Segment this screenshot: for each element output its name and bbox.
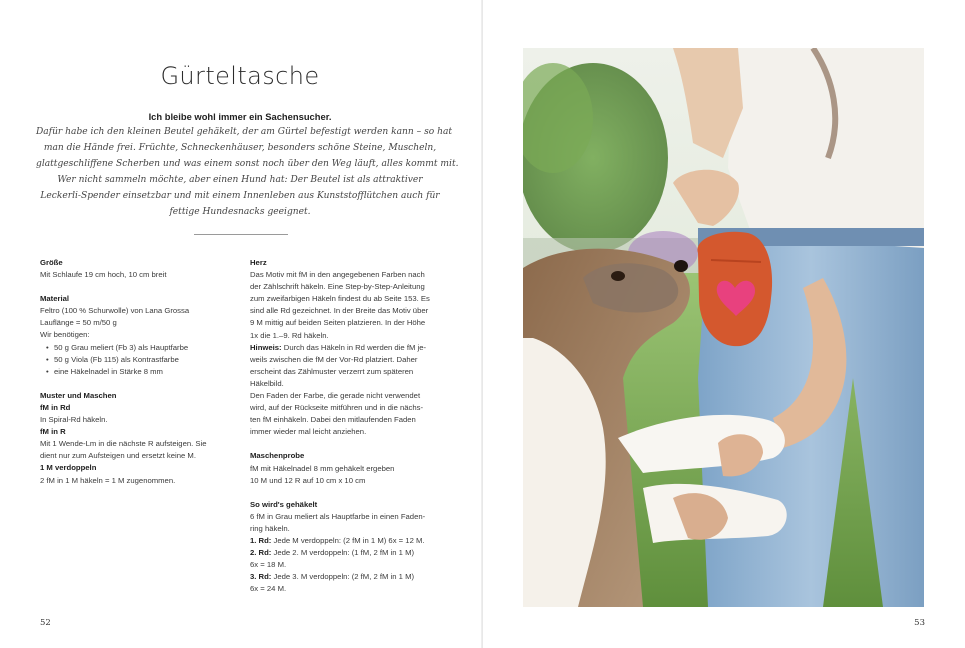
text-line: wird, auf der Rückseite mitführen und in die nächs- xyxy=(250,403,424,413)
page-number-left: 52 xyxy=(40,618,51,628)
text-line: weils zwischen die fM der Vor-Rd platziert. Daher xyxy=(250,354,418,364)
round-3-line xyxy=(250,571,450,583)
text-line: 6 fM in Grau meliert als Hauptfarbe in einen Faden- xyxy=(250,511,426,521)
subtitle: Ich bleibe wohl immer ein Sachensucher. xyxy=(148,111,332,122)
text-line: 1x die 1.–9. Rd häkeln. xyxy=(250,330,329,340)
text-line: 10 M und 12 R auf 10 cm x 10 cm xyxy=(250,475,366,485)
material-bullet: • 50 g Grau meliert (Fb 3) als Hauptfarbe xyxy=(40,342,236,354)
round-text: Jede 3. M verdoppeln: (2 fM, 2 fM in 1 M) xyxy=(271,572,415,582)
text-line: ring häkeln. xyxy=(250,523,290,533)
text-line: der Zählschrift häkeln. Eine Step-by-Step-Anleitung xyxy=(250,282,425,292)
text-line: Mit Schlaufe 19 cm hoch, 10 cm breit xyxy=(40,270,167,280)
text-line: 6x = 24 M. xyxy=(250,584,287,594)
divider-rule xyxy=(194,234,288,235)
text-line: Den Faden der Farbe, die gerade nicht verwendet xyxy=(250,391,421,401)
section-heading-groesse: Größe xyxy=(40,258,63,267)
subheading-fm-in-rd: fM in Rd xyxy=(40,402,71,412)
round-label: 1. Rd: xyxy=(250,535,272,545)
text-line: Lauflänge = 50 m/50 g xyxy=(40,318,117,328)
round-2-line xyxy=(250,547,450,559)
round-text: Jede 2. M verdoppeln: (1 fM, 2 fM in 1 M) xyxy=(271,548,415,558)
text-line: Feltro (100 % Schurwolle) von Lana Grossa xyxy=(40,306,190,316)
dog-with-pouch-photo xyxy=(523,48,924,607)
page-number-right: 53 xyxy=(914,618,925,628)
subheading-fm-in-r: fM in R xyxy=(40,427,66,437)
text-line: Häkelbild. xyxy=(250,378,284,388)
intro-line: fettige Hundesnacks geeignet. xyxy=(169,206,311,217)
intro-line: Leckerli-Spender einsetzbar und mit einem Innenleben aus Kunststofflütchen auch für xyxy=(40,190,440,201)
material-bullet: • eine Häkelnadel in Stärke 8 mm xyxy=(40,366,236,378)
text-line: In Spiral-Rd häkeln. xyxy=(40,415,108,425)
text-line: ten fM einhäkeln. Dabei den mitlaufenden Faden xyxy=(250,415,416,425)
subheading-verdoppeln: 1 M verdoppeln xyxy=(40,463,97,473)
instructions-column-left xyxy=(40,257,236,487)
text-line: immer wieder mal leicht anziehen. xyxy=(250,427,367,437)
section-heading-so-wirds: So wird's gehäkelt xyxy=(250,499,318,509)
round-text: Jede M verdoppeln: (2 fM in 1 M) 6x = 12 M. xyxy=(271,535,425,545)
left-page xyxy=(0,0,482,648)
hinweis-text: Durch das Häkeln in Rd werden die fM je- xyxy=(281,342,427,352)
text-line: 9 M mittig auf beiden Seiten platzieren. In der Höhe xyxy=(250,318,426,328)
text-line: dient nur zum Aufsteigen und ersetzt keine M. xyxy=(40,451,196,461)
instructions-column-right xyxy=(250,257,450,595)
text-line: erscheint das Zählmuster verzerrt zum späteren xyxy=(250,366,414,376)
text-line: Mit 1 Wende-Lm in die nächste R aufsteigen. Sie xyxy=(40,439,207,449)
section-heading-maschenprobe: Maschenprobe xyxy=(250,451,305,461)
text-line: sind alle Rd gezeichnet. In der Breite das Motiv über xyxy=(250,306,429,316)
text-line: Wir benötigen: xyxy=(40,330,90,340)
hinweis-label: Hinweis: xyxy=(250,342,282,352)
text-line: 2 fM in 1 M häkeln = 1 M zugenommen. xyxy=(40,475,176,485)
section-heading-material: Material xyxy=(40,294,70,304)
intro-paragraph xyxy=(36,125,459,220)
text-line: fM mit Häkelnadel 8 mm gehäkelt ergeben xyxy=(250,463,395,473)
text-line: Das Motiv mit fM in den angegebenen Farben nach xyxy=(250,270,425,280)
section-heading-herz: Herz xyxy=(250,258,267,267)
hinweis-line xyxy=(250,342,450,354)
text-line: zum zweifarbigen Häkeln findest du ab Seite 153. Es xyxy=(250,294,430,304)
intro-line: Wer nicht sammeln möchte, aber einen Hund hat: Der Beutel ist als attraktiver xyxy=(57,174,423,185)
round-label: 3. Rd: xyxy=(250,572,272,582)
intro-line: man die Hände frei. Früchte, Schneckenhäuser, besonders schöne Steine, Muscheln, xyxy=(43,142,437,153)
text-line: 6x = 18 M. xyxy=(250,560,287,570)
section-heading-muster: Muster und Maschen xyxy=(40,390,117,400)
intro-line: glattgeschliffene Scherben und was einem sonst noch über den Weg läuft, alles kommt mit. xyxy=(36,158,459,169)
round-label: 2. Rd: xyxy=(250,548,272,558)
page-title: Gürteltasche xyxy=(160,62,320,90)
intro-line: Dafür habe ich den kleinen Beutel gehäkelt, der am Gürtel befestigt werden kann – so hat xyxy=(36,127,453,137)
round-1-line xyxy=(250,535,450,547)
material-bullet: • 50 g Viola (Fb 115) als Kontrastfarbe xyxy=(40,354,236,366)
